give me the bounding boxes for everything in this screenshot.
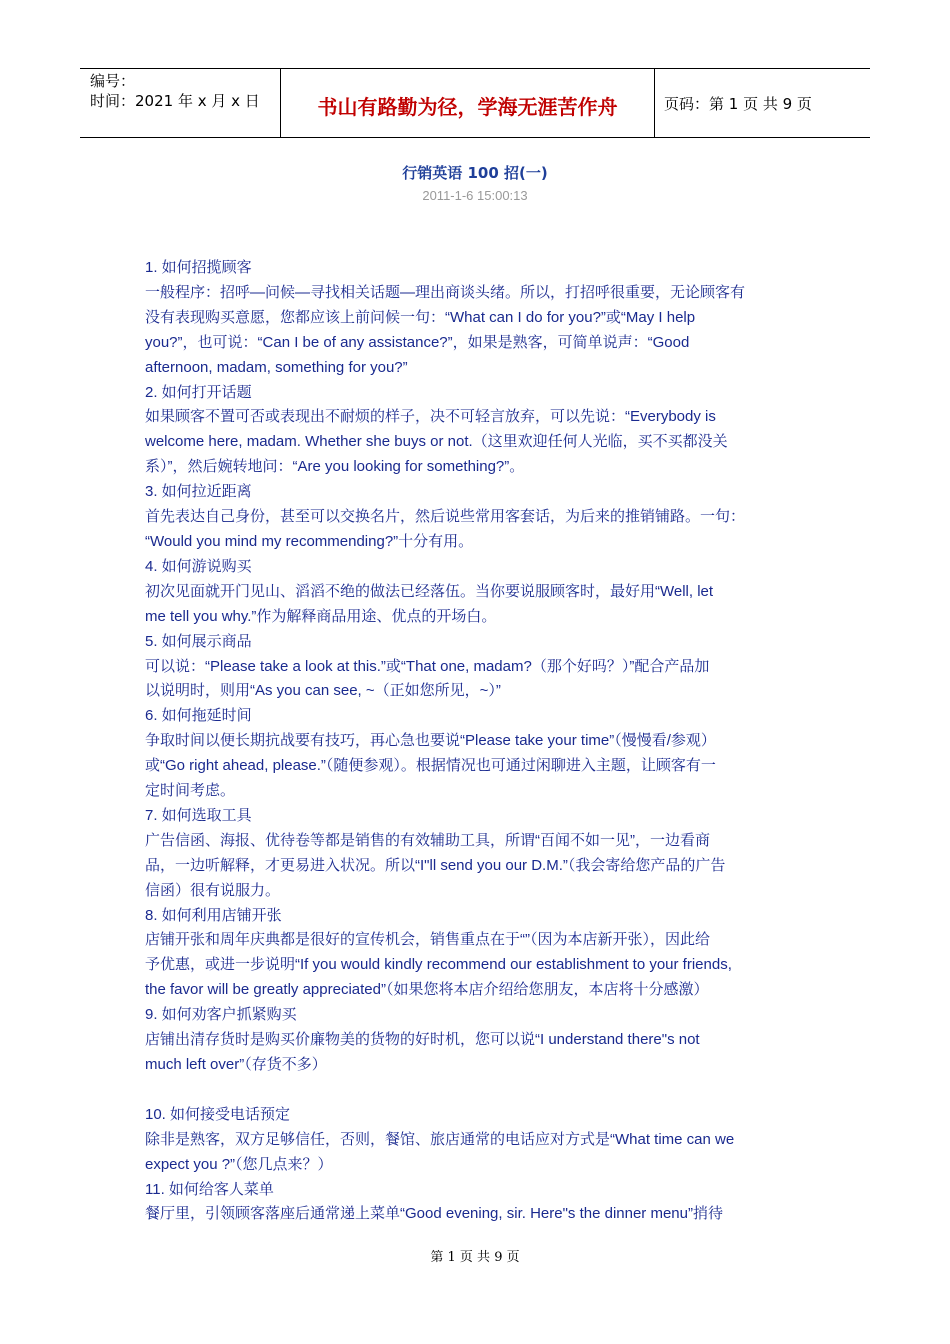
header-page-cell bbox=[654, 69, 870, 137]
body-line: 以说明时，则用“As you can see, ~（正如您所见，~）” bbox=[145, 682, 501, 700]
body-line: 2. 如何打开话题 bbox=[145, 383, 252, 401]
body-line: 10. 如何接受电话预定 bbox=[145, 1105, 291, 1123]
body-line: welcome here, madam. Whether she buys or not.（这里欢迎任何人光临，买不买都没关 bbox=[145, 433, 728, 451]
body-line: 除非是熟客，双方足够信任，否则，餐馆、旅店通常的电话应对方式是“What time can we bbox=[145, 1130, 735, 1148]
body-line: 争取时间以便长期抗战要有技巧，再心急也要说“Please take your time”（慢慢看/参观） bbox=[145, 732, 716, 750]
document-date-label: 时间：2021 年 x 月 x 日 bbox=[90, 92, 260, 110]
body-line: 9. 如何劝客户抓紧购买 bbox=[145, 1006, 297, 1024]
page-number-label: 页码：第 1 页 共 9 页 bbox=[664, 95, 812, 113]
body-line: 4. 如何游说购买 bbox=[145, 557, 252, 575]
header-left-cell bbox=[80, 69, 280, 137]
body-line: 1. 如何招揽顾客 bbox=[145, 259, 252, 276]
body-line: you?”，也可说：“Can I be of any assistance?”，如果是熟客，可简单说声：“Good bbox=[145, 333, 690, 351]
article-title: 行销英语 100 招(一) bbox=[402, 164, 548, 182]
motto-text: 书山有路勤为径，学海无涯苦作舟 bbox=[317, 95, 618, 119]
body-line: 初次见面就开门见山、滔滔不绝的做法已经落伍。当你要说服顾客时，最好用“Well, let bbox=[145, 582, 714, 600]
body-line: 11. 如何给客人菜单 bbox=[145, 1180, 274, 1198]
article-date: 2011-1-6 15:00:13 bbox=[422, 188, 528, 203]
article-body bbox=[145, 256, 790, 1227]
body-line: afternoon, madam, something for you?” bbox=[145, 358, 408, 376]
page-footer: 第 1 页 共 9 页 bbox=[430, 1250, 520, 1265]
body-line: 店铺出清存货时是购买价廉物美的货物的好时机，您可以说“I understand there"s not bbox=[145, 1031, 700, 1049]
body-line: 首先表达自己身份，甚至可以交换名片，然后说些常用客套话，为后来的推销铺路。一句： bbox=[145, 508, 746, 526]
body-line: 广告信函、海报、优待卷等都是销售的有效辅助工具，所谓“百闻不如一见”，一边看商 bbox=[145, 831, 710, 849]
body-line: 系）”，然后婉转地问：“Are you looking for something?”。 bbox=[145, 458, 525, 476]
body-line: 8. 如何利用店铺开张 bbox=[145, 906, 282, 924]
body-line: 信函）很有说服力。 bbox=[145, 881, 281, 899]
body-line: 7. 如何选取工具 bbox=[145, 806, 252, 824]
document-header bbox=[80, 68, 870, 138]
body-line: 品，一边听解释，才更易进入状况。所以“I"ll send you our D.M.”（我会寄给您产品的广告 bbox=[145, 856, 726, 874]
body-line: 一般程序：招呼—问候—寻找相关话题—理出商谈头绪。所以，打招呼很重要，无论顾客有 bbox=[145, 283, 746, 301]
body-line: 或“Go right ahead, please.”（随便参观）。根据情况也可通过闲聊进入主题，让顾客有一 bbox=[145, 757, 716, 775]
body-line: 3. 如何拉近距离 bbox=[145, 483, 252, 501]
blank-line bbox=[145, 1078, 790, 1103]
body-line: 店铺开张和周年庆典都是很好的宣传机会，销售重点在于“”（因为本店新开张），因此给 bbox=[145, 931, 710, 949]
body-line: 6. 如何拖延时间 bbox=[145, 707, 252, 725]
body-line: 定时间考虑。 bbox=[145, 782, 236, 800]
header-motto-cell bbox=[280, 69, 655, 137]
body-line: 予优惠，或进一步说明“If you would kindly recommend our establishment to your friends, bbox=[145, 956, 732, 974]
body-line: 可以说：“Please take a look at this.”或“That one, madam?（那个好吗？）”配合产品加 bbox=[145, 657, 710, 675]
body-line: expect you ?”（您几点来？） bbox=[145, 1155, 333, 1173]
body-line: much left over”（存货不多） bbox=[145, 1056, 327, 1073]
body-line: 餐厅里，引领顾客落座后通常递上菜单“Good evening, sir. Here"s the dinner menu”捎待 bbox=[145, 1205, 723, 1223]
document-number-label: 编号： bbox=[90, 72, 136, 90]
body-line: the favor will be greatly appreciated”（如果您将本店介绍给您朋友，本店将十分感激） bbox=[145, 981, 709, 999]
body-line: me tell you why.”作为解释商品用途、优点的开场白。 bbox=[145, 607, 497, 625]
body-line: 如果顾客不置可否或表现出不耐烦的样子，决不可轻言放弃，可以先说：“Everybody is bbox=[145, 408, 716, 426]
body-line: “Would you mind my recommending?”十分有用。 bbox=[145, 532, 474, 550]
body-line: 没有表现购买意愿，您都应该上前问候一句：“What can I do for you?”或“May I help bbox=[145, 308, 696, 326]
body-line: 5. 如何展示商品 bbox=[145, 632, 252, 650]
